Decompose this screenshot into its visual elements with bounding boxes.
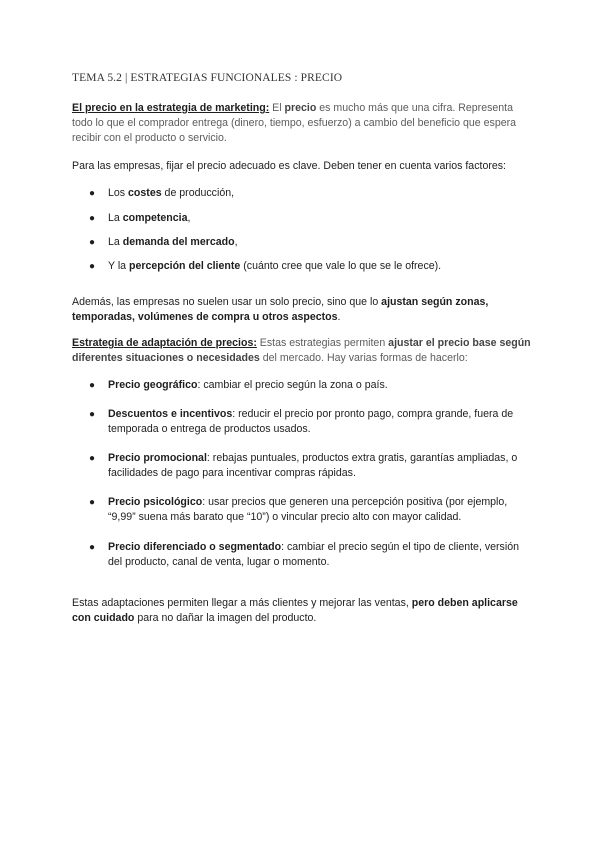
ademas-text-1: Además, las empresas no suelen usar un solo precio, sino que lo: [72, 296, 382, 308]
bullet-icon: ●: [89, 237, 96, 248]
intro-paragraph: [72, 101, 532, 147]
intro-text-2: es mucho más que una cifra. Representa todo lo que el comprador entrega (dinero, tiempo, esfuerzo) a cambio del beneficio que espera recibir con el producto o servicio.: [72, 102, 517, 145]
adaptacion-text-2: del mercado. Hay varias formas de hacerlo:: [259, 352, 468, 365]
conclusion-bold: pero deben aplicarse con cuidado: [72, 597, 518, 625]
strategy-text: : reducir el precio por pronto pago, compra grande, fuera de temporada o entrega de productos usados.: [108, 408, 514, 436]
factor-post: de producción,: [161, 187, 235, 199]
ademas-paragraph: [72, 295, 532, 325]
strategy-text: : cambiar el precio según la zona o país.: [197, 379, 388, 391]
adaptacion-paragraph: [72, 336, 532, 366]
strategy-text: : cambiar el precio según el tipo de cliente, versión del producto, canal de venta, lugar o momento.: [108, 541, 519, 569]
bullet-icon: ●: [89, 542, 96, 553]
ademas-bold: ajustan según zonas, temporadas, volúmenes de compra u otros aspectos: [72, 296, 489, 324]
factor-pre: La: [108, 212, 123, 224]
factor-bold: costes: [128, 187, 162, 199]
conclusion-paragraph: [72, 596, 532, 626]
factor-bold: percepción del cliente: [129, 260, 241, 272]
bullet-icon: ●: [89, 261, 96, 272]
strategy-name: Precio diferenciado o segmentado: [108, 541, 282, 553]
conclusion-text-1: Estas adaptaciones permiten llegar a más clientes y mejorar las ventas,: [72, 597, 412, 609]
strategy-name: Precio promocional: [108, 452, 207, 464]
strategy-name: Precio geográfico: [108, 379, 198, 391]
ademas-text-2: .: [337, 311, 341, 324]
factor-pre: Los: [108, 187, 129, 199]
factor-post: ,: [187, 212, 191, 224]
intro-text-1: El: [269, 102, 285, 114]
page-header: TEMA 5.2 | ESTRATEGIAS FUNCIONALES : PRECIO: [72, 72, 343, 84]
conclusion-text-2: para no dañar la imagen del producto.: [134, 612, 317, 625]
bullet-icon: ●: [89, 380, 96, 391]
strategy-name: Descuentos e incentivos: [108, 408, 233, 420]
bullet-icon: ●: [89, 213, 96, 224]
strategy-text: : usar precios que generen una percepción positiva (por ejemplo, “9,99” suena más barato que “10”) o vincular precio alto con mayor calidad.: [108, 496, 508, 524]
factor-post: ,: [234, 236, 238, 248]
factor-bold: demanda del mercado: [122, 236, 235, 248]
bullet-icon: ●: [89, 453, 96, 464]
bullet-icon: ●: [89, 409, 96, 420]
factor-post: (cuánto cree que vale lo que se le ofrece).: [240, 260, 442, 272]
strategy-name: Precio psicológico: [108, 496, 203, 508]
bullet-icon: ●: [89, 188, 96, 199]
intro-heading: El precio en la estrategia de marketing:: [72, 102, 270, 114]
factor-bold: competencia: [122, 212, 188, 224]
factor-pre: Y la: [108, 260, 130, 272]
adaptacion-bold: ajustar el precio base según diferentes situaciones o necesidades: [72, 337, 531, 365]
strategy-text: : rebajas puntuales, productos extra gratis, garantías ampliadas, o facilidades de pago para incentivar compras rápidas.: [108, 452, 518, 480]
bullet-icon: ●: [89, 497, 96, 508]
adaptacion-heading: Estrategia de adaptación de precios:: [72, 337, 257, 349]
factors-intro: Para las empresas, fijar el precio adecuado es clave. Deben tener en cuenta varios factores:: [72, 160, 506, 172]
factor-pre: La: [108, 236, 123, 248]
adaptacion-text-1: Estas estrategias permiten: [256, 337, 389, 349]
intro-bold-precio: precio: [284, 102, 317, 114]
